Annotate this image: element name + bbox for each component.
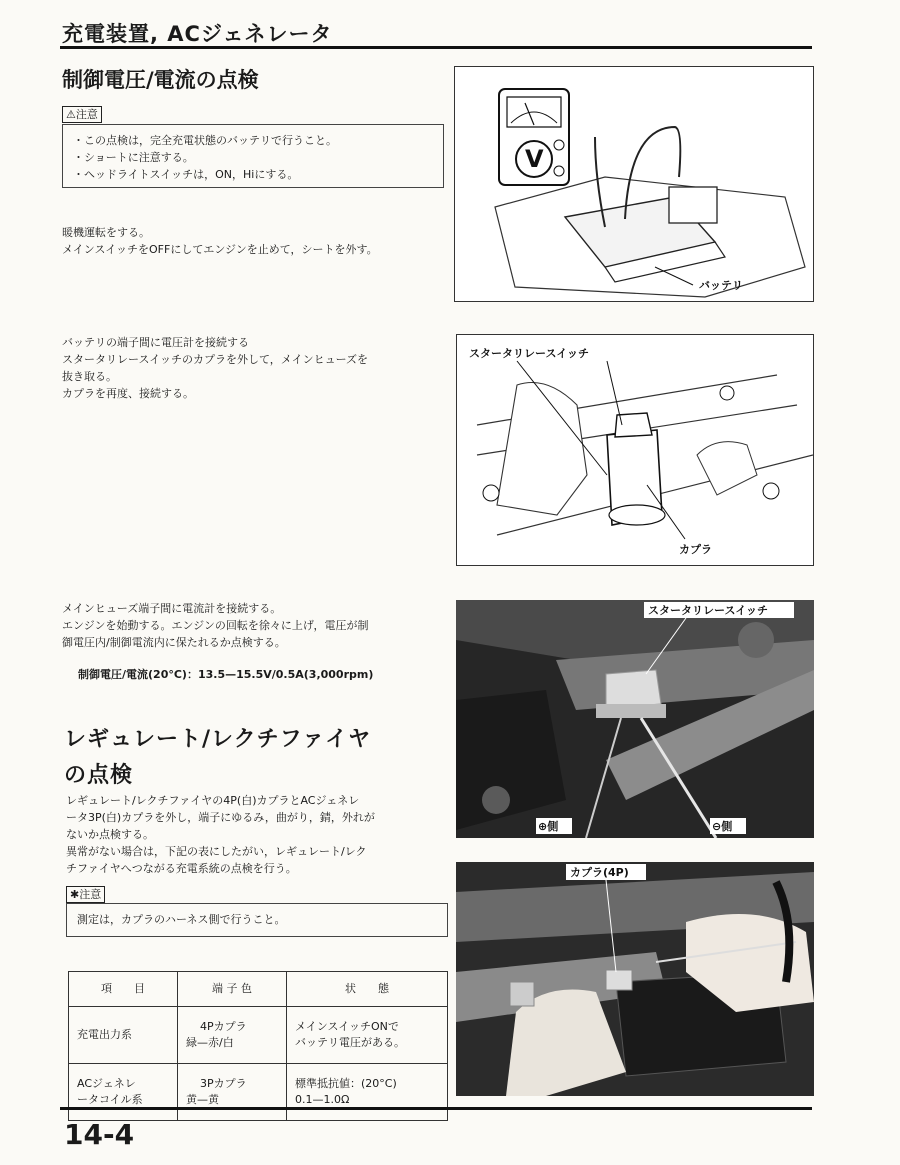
figure-starter-relay xyxy=(456,334,814,566)
chapter-title: 充電装置, ACジェネレータ xyxy=(62,22,333,46)
table-cell: 標準抵抗値：(20°C) 0.1—1.0Ω xyxy=(287,1064,448,1121)
minus-side-label: ⊖側 xyxy=(712,820,733,833)
plus-side-label: ⊕側 xyxy=(538,820,559,833)
inspection-table xyxy=(68,971,448,1121)
note-label: 注意 xyxy=(79,888,102,901)
table-row xyxy=(69,1064,448,1121)
photo-ammeter-connection xyxy=(456,600,814,838)
starter-relay-drawing xyxy=(457,335,813,565)
table-cell: 4Pカプラ 緑—赤/白 xyxy=(178,1007,287,1064)
caution-item: ・ヘッドライトスイッチは，ON，Hiにする。 xyxy=(73,168,299,181)
warning-triangle-icon: ⚠ xyxy=(66,108,76,121)
coupler-label: カプラ xyxy=(679,543,712,556)
photo-coupler-4p xyxy=(456,862,814,1096)
star-icon: ✱ xyxy=(70,888,80,901)
para-line: レギュレート/レクチファイヤの4P(白)カプラとACジェネレ xyxy=(66,794,360,807)
battery-voltmeter-drawing xyxy=(455,67,813,301)
section-title-regulator-line1: レギュレート/レクチファイヤ xyxy=(64,727,372,752)
caution-item: ・ショートに注意する。 xyxy=(73,151,194,164)
step-line: 暖機運転をする。 xyxy=(62,226,150,239)
page-number: 14-4 xyxy=(64,1118,135,1151)
step3-text xyxy=(62,600,452,651)
step-line: カプラを再度、接続する。 xyxy=(62,387,194,400)
voltage-spec: 制御電圧/電流(20°C)：13.5—15.5V/0.5A(3,000rpm) xyxy=(78,668,374,681)
note-text: 測定は，カプラのハーネス側で行うこと。 xyxy=(77,913,286,926)
table-header: 端 子 色 xyxy=(178,972,287,1007)
voltmeter-v-label: V xyxy=(525,145,544,173)
table-row xyxy=(69,1007,448,1064)
step1-text xyxy=(62,224,452,258)
step-line: メインスイッチをOFFにしてエンジンを止めて，シートを外す。 xyxy=(62,243,378,256)
step2-text xyxy=(62,334,452,402)
caution-label: 注意 xyxy=(75,108,98,121)
footer-rule xyxy=(60,1107,812,1110)
step-line: エンジンを始動する。エンジンの回転を徐々に上げ，電圧が制 xyxy=(62,619,369,632)
table-cell: メインスイッチONで バッテリ電圧がある。 xyxy=(287,1007,448,1064)
table-cell: 充電出力系 xyxy=(69,1007,178,1064)
table-header: 状 態 xyxy=(287,972,448,1007)
step-line: メインヒューズ端子間に電流計を接続する。 xyxy=(62,602,282,615)
step-line: バッテリの端子間に電圧計を接続する xyxy=(62,336,249,349)
photo-starter-relay-label: スタータリレースイッチ xyxy=(648,604,769,617)
section-title-voltage-check: 制御電圧/電流の点検 xyxy=(62,68,259,92)
para-line: ータ3P(白)カプラを外し，端子にゆるみ，曲がり，錆，外れが xyxy=(66,811,375,824)
caution-box xyxy=(62,124,444,188)
figure-battery-voltmeter xyxy=(454,66,814,302)
header-rule xyxy=(60,46,812,49)
step-line: 御電圧内/制御電流内に保たれるか点検する。 xyxy=(62,636,286,649)
note-tag xyxy=(66,886,105,903)
ammeter-photo-drawing xyxy=(456,600,814,838)
caution-item: ・この点検は，完全充電状態のバッテリで行うこと。 xyxy=(73,134,337,147)
starter-relay-label: スタータリレースイッチ xyxy=(469,347,590,360)
note-box xyxy=(66,903,448,937)
battery-label: バッテリ xyxy=(699,279,743,292)
table-header-row xyxy=(69,972,448,1007)
table-cell: ACジェネレ ータコイル系 xyxy=(69,1064,178,1121)
caution-tag xyxy=(62,106,102,123)
coupler-4p-label: カプラ(4P) xyxy=(570,866,629,879)
section-title-regulator-line2: の点検 xyxy=(64,763,134,788)
step-line: スタータリレースイッチのカプラを外して，メインヒューズを xyxy=(62,353,369,366)
table-cell: 3Pカプラ 黄—黄 xyxy=(178,1064,287,1121)
table-header: 項 目 xyxy=(69,972,178,1007)
para-line: 異常がない場合は，下記の表にしたがい，レギュレート/レク xyxy=(66,845,367,858)
regulator-paragraph xyxy=(66,792,454,877)
para-line: ないか点検する。 xyxy=(66,828,154,841)
step-line: 抜き取る。 xyxy=(62,370,117,383)
para-line: チファイヤへつながる充電系統の点検を行う。 xyxy=(66,862,297,875)
coupler-photo-drawing xyxy=(456,862,814,1096)
